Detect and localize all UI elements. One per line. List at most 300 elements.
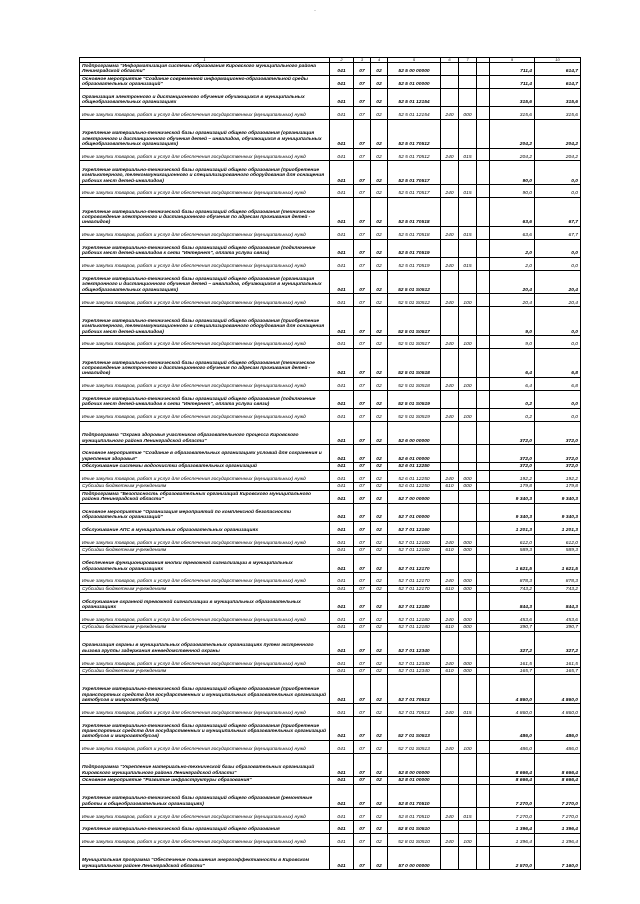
section-cell: 07: [354, 119, 371, 148]
amount-year1-cell: 372,0: [490, 421, 535, 445]
target-article-cell: 52 5 01 70519: [388, 257, 441, 270]
grbs-cell: 041: [330, 777, 354, 784]
amount-year2-cell: 9 340,3: [535, 503, 581, 521]
amount-year2-cell: 1 396,4: [535, 820, 581, 833]
subsection-cell: 02: [371, 63, 388, 76]
expense-type-cell: [441, 846, 459, 870]
subsection-cell: 02: [371, 503, 388, 521]
grbs-cell: 041: [330, 483, 354, 490]
grbs-cell: 041: [330, 408, 354, 421]
empty-cell: [477, 75, 490, 88]
target-article-cell: 52 8 01 70510: [388, 808, 441, 821]
subsection-cell: 02: [371, 445, 388, 463]
section-cell: 07: [354, 717, 371, 741]
table-row: [80, 161, 581, 185]
expense-type-cell: [441, 503, 459, 521]
header-cell: 3: [354, 58, 371, 63]
empty-cell: [477, 390, 490, 408]
table-row: [80, 521, 581, 534]
amount-year1-cell: 2,0: [490, 257, 535, 270]
expense-type-cell: [441, 421, 459, 445]
table-row: [80, 270, 581, 294]
grbs-cell: 041: [330, 490, 354, 503]
empty-cell: [477, 119, 490, 148]
empty-cell: [477, 704, 490, 717]
empty-cell: [477, 239, 490, 257]
expense-type-cell: 610: [441, 547, 459, 554]
expense-type-cell: [441, 75, 459, 88]
amount-year1-cell: 878,3: [490, 573, 535, 586]
empty-cell: [477, 270, 490, 294]
table-row: [80, 75, 581, 88]
kosgu-cell: 015: [459, 808, 477, 821]
subsection-cell: 02: [371, 390, 388, 408]
empty-cell: [477, 348, 490, 377]
expense-type-cell: 610: [441, 624, 459, 631]
row-name-cell: Основное мероприятие "Создание в образовательных организациях условий для сохранения и укрепления здоровья": [80, 445, 330, 463]
row-name-cell: Укрепление материально-технической базы организаций общего образования (ремонтные работы в общеобразовательных организациях): [80, 784, 330, 808]
empty-cell: [477, 611, 490, 624]
row-name-cell: Укрепление материально-технической базы организаций общего образования (техническое сопровождение электронного и дистанционного обучения по адресам проживания детей - инвалидов): [80, 348, 330, 377]
grbs-cell: 041: [330, 547, 354, 554]
target-article-cell: 52 7 01 12340: [388, 631, 441, 655]
grbs-cell: 041: [330, 808, 354, 821]
expense-type-cell: 610: [441, 667, 459, 674]
kosgu-cell: [459, 820, 477, 833]
amount-year2-cell: 372,0: [535, 421, 581, 445]
table-row: [80, 593, 581, 611]
subsection-cell: 02: [371, 820, 388, 833]
row-name-cell: Иные закупки товаров, работ и услуг для обеспечения государственных (муниципальных) нужд: [80, 184, 330, 197]
empty-cell: [477, 421, 490, 445]
target-article-cell: 52 8 00 00000: [388, 753, 441, 777]
subsection-cell: 02: [371, 717, 388, 741]
subsection-cell: 02: [371, 585, 388, 592]
kosgu-cell: 000: [459, 667, 477, 674]
amount-year2-cell: 20,4: [535, 294, 581, 307]
kosgu-cell: [459, 421, 477, 445]
row-name-cell: Иные закупки товаров, работ и услуг для обеспечения государственных (муниципальных) нужд: [80, 470, 330, 483]
amount-year2-cell: 4 860,0: [535, 675, 581, 704]
amount-year1-cell: 372,0: [490, 445, 535, 463]
section-cell: 07: [354, 390, 371, 408]
section-cell: 07: [354, 161, 371, 185]
empty-cell: [477, 335, 490, 348]
amount-year1-cell: 192,2: [490, 470, 535, 483]
section-cell: 07: [354, 503, 371, 521]
grbs-cell: 041: [330, 377, 354, 390]
target-article-cell: 52 5 01 S0519: [388, 408, 441, 421]
header-cell: 7: [459, 58, 477, 63]
amount-year2-cell: 0,0: [535, 390, 581, 408]
target-article-cell: 52 5 01 70517: [388, 184, 441, 197]
table-row: [80, 573, 581, 586]
target-article-cell: 52 6 01 12250: [388, 470, 441, 483]
row-name-cell: Иные закупки товаров, работ и услуг для обеспечения государственных (муниципальных) нужд: [80, 808, 330, 821]
table-row: [80, 675, 581, 704]
grbs-cell: 041: [330, 75, 354, 88]
amount-year1-cell: 63,6: [490, 197, 535, 226]
row-name-cell: Укрепление материально-технической базы организаций общего образования: [80, 820, 330, 833]
expense-type-cell: [441, 161, 459, 185]
empty-cell: [477, 88, 490, 106]
page-mark: -: [314, 8, 316, 14]
grbs-cell: 041: [330, 784, 354, 808]
section-cell: 07: [354, 624, 371, 631]
table-row: [80, 534, 581, 547]
kosgu-cell: 015: [459, 704, 477, 717]
grbs-cell: 041: [330, 585, 354, 592]
header-cell: 1: [80, 58, 330, 63]
amount-year2-cell: 844,3: [535, 593, 581, 611]
row-name-cell: Укрепление материально-технической базы организаций общего образования (подключение рабочих мест детей-инвалидов к сети "Интернет", оплата услуги связи): [80, 239, 330, 257]
amount-year2-cell: 4 860,0: [535, 704, 581, 717]
amount-year1-cell: 9,0: [490, 335, 535, 348]
target-article-cell: 52 7 01 12180: [388, 624, 441, 631]
row-name-cell: Укрепление материально-технической базы организаций общего образования (подключение рабочих мест детей-инвалидов к сети "Интернет", оплата услуги связи): [80, 390, 330, 408]
subsection-cell: 02: [371, 631, 388, 655]
row-name-cell: Субсидии бюджетным учреждениям: [80, 585, 330, 592]
row-name-cell: Иные закупки товаров, работ и услуг для обеспечения государственных (муниципальных) нужд: [80, 257, 330, 270]
table-row: [80, 753, 581, 777]
subsection-cell: 02: [371, 490, 388, 503]
expense-type-cell: 240: [441, 294, 459, 307]
empty-cell: [477, 585, 490, 592]
subsection-cell: 02: [371, 483, 388, 490]
target-article-cell: 52 6 01 12250: [388, 463, 441, 470]
expense-type-cell: [441, 445, 459, 463]
empty-cell: [477, 306, 490, 335]
grbs-cell: 041: [330, 740, 354, 753]
grbs-cell: 041: [330, 573, 354, 586]
amount-year1-cell: 8 666,4: [490, 777, 535, 784]
row-name-cell: Иные закупки товаров, работ и услуг для обеспечения государственных (муниципальных) нужд: [80, 833, 330, 846]
grbs-cell: 041: [330, 63, 354, 76]
subsection-cell: 02: [371, 294, 388, 307]
table-row: [80, 88, 581, 106]
row-name-cell: Субсидии бюджетным учреждениям: [80, 483, 330, 490]
subsection-cell: 02: [371, 106, 388, 119]
table-row: [80, 820, 581, 833]
kosgu-cell: [459, 306, 477, 335]
target-article-cell: 52 5 01 12154: [388, 106, 441, 119]
expense-type-cell: 240: [441, 335, 459, 348]
expense-type-cell: [441, 348, 459, 377]
target-article-cell: 52 7 01 12160: [388, 534, 441, 547]
target-article-cell: 52 7 01 12180: [388, 593, 441, 611]
row-name-cell: Иные закупки товаров, работ и услуг для обеспечения государственных (муниципальных) нужд: [80, 408, 330, 421]
row-name-cell: Иные закупки товаров, работ и услуг для обеспечения государственных (муниципальных) нужд: [80, 148, 330, 161]
subsection-cell: 02: [371, 667, 388, 674]
amount-year1-cell: 1 396,4: [490, 833, 535, 846]
empty-cell: [477, 184, 490, 197]
table-row: [80, 554, 581, 572]
subsection-cell: 02: [371, 624, 388, 631]
subsection-cell: 02: [371, 257, 388, 270]
amount-year2-cell: 9 340,3: [535, 490, 581, 503]
target-article-cell: 52 5 01 S0512: [388, 294, 441, 307]
grbs-cell: 041: [330, 445, 354, 463]
expense-type-cell: [441, 270, 459, 294]
expense-type-cell: 240: [441, 377, 459, 390]
kosgu-cell: 015: [459, 184, 477, 197]
amount-year2-cell: 8 666,4: [535, 753, 581, 777]
amount-year1-cell: 9 340,3: [490, 490, 535, 503]
subsection-cell: 02: [371, 777, 388, 784]
expense-type-cell: 240: [441, 655, 459, 668]
expense-type-cell: [441, 777, 459, 784]
table-row: [80, 408, 581, 421]
empty-cell: [477, 463, 490, 470]
expense-type-cell: [441, 753, 459, 777]
table-row: [80, 306, 581, 335]
section-cell: 07: [354, 740, 371, 753]
section-cell: 07: [354, 704, 371, 717]
grbs-cell: 041: [330, 833, 354, 846]
amount-year2-cell: 0,0: [535, 257, 581, 270]
empty-cell: [477, 624, 490, 631]
grbs-cell: 041: [330, 306, 354, 335]
section-cell: 07: [354, 554, 371, 572]
table-row: [80, 777, 581, 784]
grbs-cell: 041: [330, 161, 354, 185]
subsection-cell: 02: [371, 534, 388, 547]
header-cell: 10: [535, 58, 581, 63]
table-row: [80, 445, 581, 463]
amount-year2-cell: 372,0: [535, 463, 581, 470]
amount-year1-cell: 179,8: [490, 483, 535, 490]
expense-type-cell: 240: [441, 184, 459, 197]
kosgu-cell: [459, 463, 477, 470]
subsection-cell: 02: [371, 675, 388, 704]
grbs-cell: 041: [330, 226, 354, 239]
table-row: [80, 348, 581, 377]
grbs-cell: 041: [330, 239, 354, 257]
table-row: [80, 184, 581, 197]
target-article-cell: 52 5 01 70518: [388, 226, 441, 239]
amount-year2-cell: 453,6: [535, 611, 581, 624]
row-name-cell: Обслуживание охранной тревожной сигнализации в муниципальных образовательных организациях: [80, 593, 330, 611]
section-cell: 07: [354, 655, 371, 668]
row-name-cell: Обслуживание системы водоочистки образовательных организаций: [80, 463, 330, 470]
amount-year2-cell: 372,0: [535, 445, 581, 463]
expense-type-cell: [441, 784, 459, 808]
amount-year1-cell: 4 860,0: [490, 704, 535, 717]
empty-cell: [477, 593, 490, 611]
expense-type-cell: [441, 554, 459, 572]
section-cell: 07: [354, 88, 371, 106]
section-cell: 07: [354, 306, 371, 335]
row-name-cell: Иные закупки товаров, работ и услуг для обеспечения государственных (муниципальных) нужд: [80, 335, 330, 348]
subsection-cell: 02: [371, 377, 388, 390]
empty-cell: [477, 846, 490, 870]
row-name-cell: Укрепление материально-технической базы организаций общего образования (приобретение транспортных средств для государственных и муниципальных образовательных организаций автобусов и микроавтобусов): [80, 717, 330, 741]
amount-year2-cell: 315,6: [535, 88, 581, 106]
amount-year1-cell: 372,0: [490, 463, 535, 470]
empty-cell: [477, 777, 490, 784]
table-row: [80, 470, 581, 483]
row-name-cell: Укрепление материально-технической базы организаций общего образования (приобретение транспортных средств для государственных и муниципальных образовательных организаций автобусов и микроавтобусов): [80, 675, 330, 704]
grbs-cell: 041: [330, 753, 354, 777]
kosgu-cell: [459, 521, 477, 534]
budget-table: [79, 57, 581, 870]
grbs-cell: 041: [330, 106, 354, 119]
row-name-cell: Иные закупки товаров, работ и услуг для обеспечения государственных (муниципальных) нужд: [80, 740, 330, 753]
amount-year1-cell: 711,4: [490, 75, 535, 88]
table-row: [80, 717, 581, 741]
kosgu-cell: [459, 554, 477, 572]
row-name-cell: Основное мероприятие "Развитие инфраструктуры образования": [80, 777, 330, 784]
empty-cell: [477, 808, 490, 821]
kosgu-cell: [459, 197, 477, 226]
table-row: [80, 377, 581, 390]
target-article-cell: 52 8 01 70510: [388, 784, 441, 808]
target-article-cell: 52 5 01 S0512: [388, 270, 441, 294]
grbs-cell: 041: [330, 846, 354, 870]
row-name-cell: Основное мероприятие "Создание современной информационно-образовательной среды образовательных организаций": [80, 75, 330, 88]
kosgu-cell: 015: [459, 226, 477, 239]
amount-year1-cell: 1 201,3: [490, 521, 535, 534]
grbs-cell: 041: [330, 503, 354, 521]
amount-year2-cell: 161,5: [535, 655, 581, 668]
grbs-cell: 041: [330, 184, 354, 197]
subsection-cell: 02: [371, 75, 388, 88]
kosgu-cell: 100: [459, 740, 477, 753]
section-cell: 07: [354, 335, 371, 348]
target-article-cell: 52 6 01 00000: [388, 445, 441, 463]
table-row: [80, 63, 581, 76]
empty-cell: [477, 521, 490, 534]
amount-year1-cell: 743,2: [490, 585, 535, 592]
table-row: [80, 463, 581, 470]
amount-year2-cell: 612,0: [535, 534, 581, 547]
grbs-cell: 041: [330, 611, 354, 624]
row-name-cell: Организация электронного и дистанционного обучения обучающихся в муниципальных общеобразовательных организациях: [80, 88, 330, 106]
amount-year2-cell: 486,0: [535, 717, 581, 741]
subsection-cell: 02: [371, 197, 388, 226]
expense-type-cell: [441, 463, 459, 470]
expense-type-cell: [441, 390, 459, 408]
section-cell: 07: [354, 547, 371, 554]
table-row: [80, 667, 581, 674]
expense-type-cell: [441, 119, 459, 148]
empty-cell: [477, 753, 490, 777]
table-row: [80, 808, 581, 821]
budget-table-sheet: [79, 57, 580, 870]
empty-cell: [477, 554, 490, 572]
grbs-cell: 041: [330, 554, 354, 572]
subsection-cell: 02: [371, 655, 388, 668]
amount-year1-cell: 711,4: [490, 63, 535, 76]
amount-year1-cell: 589,3: [490, 547, 535, 554]
subsection-cell: 02: [371, 521, 388, 534]
expense-type-cell: 240: [441, 808, 459, 821]
amount-year1-cell: 7 270,0: [490, 808, 535, 821]
expense-type-cell: 240: [441, 704, 459, 717]
subsection-cell: 02: [371, 833, 388, 846]
row-name-cell: Организация охраны в муниципальных образовательных организациях путем экстренного вызова группы задержания вневедомственной охраны: [80, 631, 330, 655]
row-name-cell: Подпрограмма "Безопасность образовательных организаций Кировского муниципального района Ленинградской области": [80, 490, 330, 503]
empty-cell: [477, 667, 490, 674]
kosgu-cell: [459, 239, 477, 257]
expense-type-cell: 240: [441, 470, 459, 483]
expense-type-cell: 240: [441, 408, 459, 421]
amount-year1-cell: 9 340,3: [490, 503, 535, 521]
kosgu-cell: 100: [459, 335, 477, 348]
target-article-cell: 52 7 01 70513: [388, 704, 441, 717]
expense-type-cell: 240: [441, 740, 459, 753]
amount-year1-cell: 844,3: [490, 593, 535, 611]
table-row: [80, 547, 581, 554]
amount-year2-cell: 614,7: [535, 63, 581, 76]
amount-year1-cell: 7 270,0: [490, 784, 535, 808]
row-name-cell: Субсидии бюджетным учреждениям: [80, 667, 330, 674]
empty-cell: [477, 445, 490, 463]
table-row: [80, 740, 581, 753]
amount-year1-cell: 315,6: [490, 88, 535, 106]
grbs-cell: 041: [330, 521, 354, 534]
amount-year2-cell: 67,7: [535, 226, 581, 239]
section-cell: 07: [354, 784, 371, 808]
header-cell: 4: [371, 58, 388, 63]
grbs-cell: 041: [330, 348, 354, 377]
target-article-cell: 52 5 01 70512: [388, 119, 441, 148]
amount-year1-cell: 90,0: [490, 184, 535, 197]
kosgu-cell: [459, 846, 477, 870]
section-cell: 07: [354, 846, 371, 870]
section-cell: 07: [354, 463, 371, 470]
section-cell: 07: [354, 593, 371, 611]
row-name-cell: Укрепление материально-технической базы организаций общего образования (организация электронного и дистанционного обучения детей – инвалидов, обучающихся в муниципальных общеобразовательных организациях): [80, 270, 330, 294]
amount-year1-cell: 204,2: [490, 119, 535, 148]
grbs-cell: 041: [330, 421, 354, 445]
amount-year2-cell: 589,3: [535, 547, 581, 554]
target-article-cell: 57 0 00 00000: [388, 846, 441, 870]
amount-year1-cell: 9,0: [490, 306, 535, 335]
amount-year2-cell: 315,6: [535, 106, 581, 119]
target-article-cell: 52 7 01 70513: [388, 675, 441, 704]
kosgu-cell: [459, 348, 477, 377]
target-article-cell: 52 5 00 00000: [388, 63, 441, 76]
amount-year2-cell: 327,2: [535, 631, 581, 655]
target-article-cell: 52 5 01 S0518: [388, 377, 441, 390]
expense-type-cell: 240: [441, 257, 459, 270]
amount-year2-cell: 8 666,4: [535, 777, 581, 784]
amount-year2-cell: 0,0: [535, 184, 581, 197]
subsection-cell: 02: [371, 119, 388, 148]
empty-cell: [477, 197, 490, 226]
expense-type-cell: [441, 675, 459, 704]
empty-cell: [477, 294, 490, 307]
row-name-cell: Основное мероприятие "Организация мероприятий по комплексной безопасности образовательных организаций": [80, 503, 330, 521]
kosgu-cell: 015: [459, 148, 477, 161]
header-cell: 9: [490, 58, 535, 63]
row-name-cell: Укрепление материально-технической базы организаций общего образования (организация электронного и дистанционного обучения детей – инвалидов, обучающихся в муниципальных общеобразовательных организациях): [80, 119, 330, 148]
table-row: [80, 631, 581, 655]
kosgu-cell: [459, 777, 477, 784]
grbs-cell: 041: [330, 704, 354, 717]
table-row: [80, 833, 581, 846]
amount-year2-cell: 179,8: [535, 483, 581, 490]
kosgu-cell: [459, 161, 477, 185]
subsection-cell: 02: [371, 161, 388, 185]
subsection-cell: 02: [371, 148, 388, 161]
empty-cell: [477, 408, 490, 421]
amount-year2-cell: 204,2: [535, 148, 581, 161]
target-article-cell: 52 5 01 S0518: [388, 348, 441, 377]
target-article-cell: 52 7 01 12170: [388, 554, 441, 572]
grbs-cell: 041: [330, 717, 354, 741]
